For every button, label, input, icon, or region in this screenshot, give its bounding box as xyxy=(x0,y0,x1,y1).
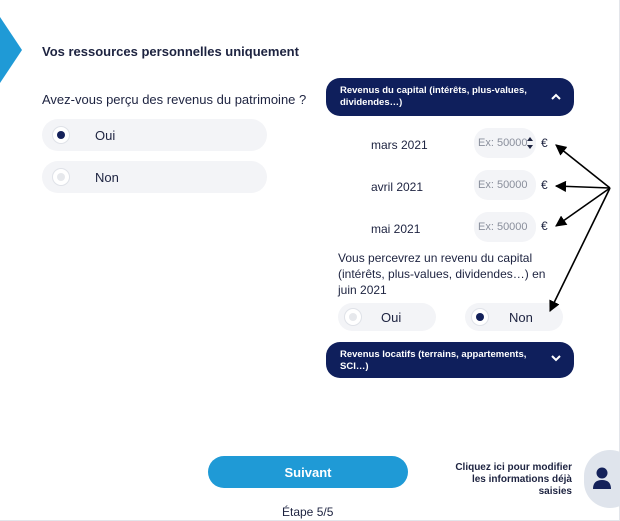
month-label-avril: avril 2021 xyxy=(371,180,424,194)
user-icon xyxy=(584,450,620,508)
radio-checked-icon[interactable] xyxy=(52,126,70,144)
step-arrow-icon xyxy=(0,17,22,83)
euro-unit-mai: € xyxy=(541,219,548,233)
patrimoine-question: Avez-vous perçu des revenus du patrimoine ? xyxy=(42,92,307,107)
avatar[interactable] xyxy=(584,450,620,508)
patrimoine-non-label: Non xyxy=(95,169,119,185)
juin-non-label: Non xyxy=(509,309,533,325)
juin-non-option[interactable] xyxy=(465,303,563,331)
chevron-down-icon xyxy=(550,353,562,363)
juin-oui-option[interactable] xyxy=(338,303,436,331)
month-label-mai: mai 2021 xyxy=(371,222,421,236)
chevron-up-icon xyxy=(550,92,562,102)
section-title: Vos ressources personnelles uniquement xyxy=(42,44,299,59)
euro-unit-avril: € xyxy=(541,178,548,192)
accordion-revenus-locatifs-label: Revenus locatifs (terrains, appartements, SCI…) xyxy=(340,349,527,372)
number-spinner-icon[interactable] xyxy=(526,135,534,151)
step-indicator: Étape 5/5 xyxy=(282,505,334,519)
amount-input-mai[interactable] xyxy=(474,212,536,242)
patrimoine-oui-label: Oui xyxy=(95,127,116,143)
accordion-revenus-capital[interactable] xyxy=(326,78,574,116)
patrimoine-non-option[interactable] xyxy=(42,161,267,193)
radio-unchecked-icon[interactable] xyxy=(52,168,70,186)
modify-info-link[interactable]: Cliquez ici pour modifier les informations déjà saisies xyxy=(455,462,572,497)
accordion-revenus-capital-label: Revenus du capital (intérêts, plus-values, dividendes…) xyxy=(340,85,527,108)
euro-unit-mars: € xyxy=(541,136,548,150)
month-label-mars: mars 2021 xyxy=(371,138,428,152)
juin-oui-label: Oui xyxy=(381,309,402,325)
accordion-revenus-locatifs[interactable] xyxy=(326,342,574,378)
radio-unchecked-icon[interactable] xyxy=(344,308,362,326)
radio-checked-icon[interactable] xyxy=(471,308,489,326)
amount-input-avril[interactable] xyxy=(474,170,536,200)
juin-question: Vous percevrez un revenu du capital (intérêts, plus-values, dividendes…) en juin 2021 xyxy=(338,251,546,297)
patrimoine-oui-option[interactable] xyxy=(42,119,267,151)
next-button[interactable]: Suivant xyxy=(208,456,408,488)
